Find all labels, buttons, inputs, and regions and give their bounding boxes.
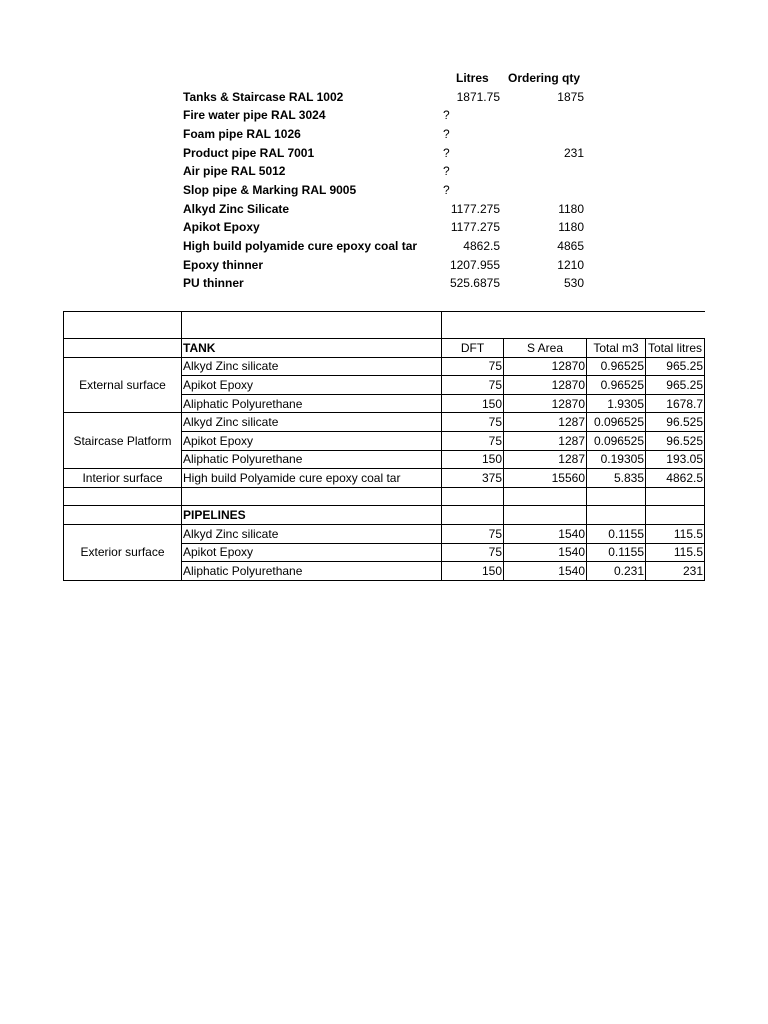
area-value: 12870 — [504, 376, 587, 395]
empty-cell — [64, 487, 182, 506]
dft-value: 75 — [442, 357, 504, 376]
summary-ordering: 530 — [563, 276, 584, 290]
coating-name: Alkyd Zinc silicate — [182, 413, 442, 432]
summary-ordering: 1210 — [557, 258, 584, 272]
table-row — [64, 469, 705, 488]
empty-cell — [182, 487, 442, 506]
dft-value: 375 — [442, 469, 504, 488]
summary-label: Air pipe RAL 5012 — [183, 164, 286, 178]
m3-value: 1.9305 — [587, 394, 646, 413]
summary-row — [0, 183, 768, 201]
m3-value: 0.096525 — [587, 413, 646, 432]
m3-value: 0.96525 — [587, 376, 646, 395]
empty-cell — [587, 487, 646, 506]
litres-value: 96.525 — [646, 413, 705, 432]
summary-row — [0, 258, 768, 276]
m3-value: 0.19305 — [587, 450, 646, 469]
litres-value: 4862.5 — [646, 469, 705, 488]
summary-row — [0, 239, 768, 257]
table-row — [64, 413, 705, 432]
summary-row — [0, 90, 768, 108]
empty-cell — [442, 487, 504, 506]
summary-row — [0, 276, 768, 294]
group-label-external: External surface — [64, 357, 182, 413]
summary-unknown: ? — [443, 127, 450, 141]
m3-value: 0.096525 — [587, 431, 646, 450]
dft-value: 75 — [442, 524, 504, 543]
litres-value: 193.05 — [646, 450, 705, 469]
area-value: 12870 — [504, 357, 587, 376]
summary-litres: 1177.275 — [450, 220, 500, 234]
dft-value: 75 — [442, 376, 504, 395]
summary-label: Apikot Epoxy — [183, 220, 260, 234]
coating-name: High build Polyamide cure epoxy coal tar — [182, 469, 442, 488]
summary-ordering: 1180 — [558, 202, 584, 216]
coating-name: Apikot Epoxy — [182, 431, 442, 450]
summary-ordering: 1875 — [557, 90, 584, 104]
area-value: 1540 — [504, 562, 587, 581]
empty-cell — [64, 312, 182, 339]
blank-row — [64, 487, 705, 506]
coating-name: Alkyd Zinc silicate — [182, 524, 442, 543]
blank-row — [64, 312, 705, 339]
coating-name: Alkyd Zinc silicate — [182, 357, 442, 376]
coating-table — [63, 311, 705, 581]
empty-cell — [587, 506, 646, 525]
litres-value: 115.5 — [646, 543, 705, 562]
summary-unknown: ? — [443, 108, 450, 122]
area-value: 1287 — [504, 450, 587, 469]
summary-label: Product pipe RAL 7001 — [183, 146, 315, 160]
summary-label: Foam pipe RAL 1026 — [183, 127, 301, 141]
empty-cell — [182, 312, 442, 339]
summary-ordering: 4865 — [557, 239, 584, 253]
dft-value: 75 — [442, 543, 504, 562]
tank-section-header: TANK — [182, 339, 442, 358]
summary-label: Slop pipe & Marking RAL 9005 — [183, 183, 357, 197]
m3-value: 0.1155 — [587, 524, 646, 543]
summary-row — [0, 127, 768, 145]
summary-litres: 1177.275 — [450, 202, 500, 216]
total-m3-header: Total m3 — [587, 339, 646, 358]
summary-label: Tanks & Staircase RAL 1002 — [183, 90, 344, 104]
litres-value: 965.25 — [646, 357, 705, 376]
empty-cell — [442, 506, 504, 525]
empty-cell — [64, 339, 182, 358]
empty-cell — [504, 487, 587, 506]
summary-litres: 4862.5 — [463, 239, 500, 253]
s-area-header: S Area — [504, 339, 587, 358]
coating-name: Aliphatic Polyurethane — [182, 394, 442, 413]
pipelines-header-row — [64, 506, 705, 525]
table-header-row — [64, 339, 705, 358]
summary-row — [0, 108, 768, 126]
litres-value: 1678.7 — [646, 394, 705, 413]
dft-value: 75 — [442, 431, 504, 450]
dft-value: 75 — [442, 413, 504, 432]
summary-ordering: 1180 — [558, 220, 584, 234]
summary-litres: 1871.75 — [456, 90, 500, 104]
coating-name: Aliphatic Polyurethane — [182, 562, 442, 581]
dft-value: 150 — [442, 562, 504, 581]
m3-value: 0.1155 — [587, 543, 646, 562]
group-label-interior: Interior surface — [64, 469, 182, 488]
area-value: 1540 — [504, 524, 587, 543]
summary-unknown: ? — [443, 183, 450, 197]
ordering-qty-header: Ordering qty — [508, 71, 581, 85]
litres-value: 965.25 — [646, 376, 705, 395]
dft-header: DFT — [442, 339, 504, 358]
summary-litres: 1207.955 — [449, 258, 500, 272]
total-litres-header: Total litres — [646, 339, 705, 358]
dft-value: 150 — [442, 394, 504, 413]
summary-row — [0, 164, 768, 182]
summary-row — [0, 202, 768, 220]
summary-row — [0, 146, 768, 164]
coating-name: Apikot Epoxy — [182, 543, 442, 562]
empty-cell — [442, 312, 705, 339]
litres-value: 96.525 — [646, 431, 705, 450]
summary-ordering: 231 — [563, 146, 584, 160]
summary-label: High build polyamide cure epoxy coal tar — [183, 239, 418, 253]
dft-value: 150 — [442, 450, 504, 469]
empty-cell — [64, 506, 182, 525]
m3-value: 0.231 — [587, 562, 646, 581]
summary-unknown: ? — [443, 164, 450, 178]
area-value: 1287 — [504, 413, 587, 432]
summary-label: Fire water pipe RAL 3024 — [183, 108, 326, 122]
coating-name: Aliphatic Polyurethane — [182, 450, 442, 469]
area-value: 1287 — [504, 431, 587, 450]
area-value: 12870 — [504, 394, 587, 413]
summary-label: Epoxy thinner — [183, 258, 264, 272]
m3-value: 0.96525 — [587, 357, 646, 376]
litres-header: Litres — [456, 71, 489, 85]
empty-cell — [646, 506, 705, 525]
summary-row — [0, 220, 768, 238]
table-row — [64, 524, 705, 543]
paint-summary — [0, 0, 768, 300]
empty-cell — [504, 506, 587, 525]
group-label-staircase: Staircase Platform — [64, 413, 182, 469]
litres-value: 115.5 — [646, 524, 705, 543]
summary-unknown: ? — [443, 146, 450, 160]
area-value: 15560 — [504, 469, 587, 488]
pipelines-section-header: PIPELINES — [182, 506, 442, 525]
area-value: 1540 — [504, 543, 587, 562]
table-row — [64, 357, 705, 376]
empty-cell — [646, 487, 705, 506]
summary-litres: 525.6875 — [449, 276, 500, 290]
m3-value: 5.835 — [587, 469, 646, 488]
coating-name: Apikot Epoxy — [182, 376, 442, 395]
summary-label: PU thinner — [183, 276, 244, 290]
group-label-exterior: Exterior surface — [64, 524, 182, 580]
litres-value: 231 — [646, 562, 705, 581]
summary-label: Alkyd Zinc Silicate — [183, 202, 290, 216]
